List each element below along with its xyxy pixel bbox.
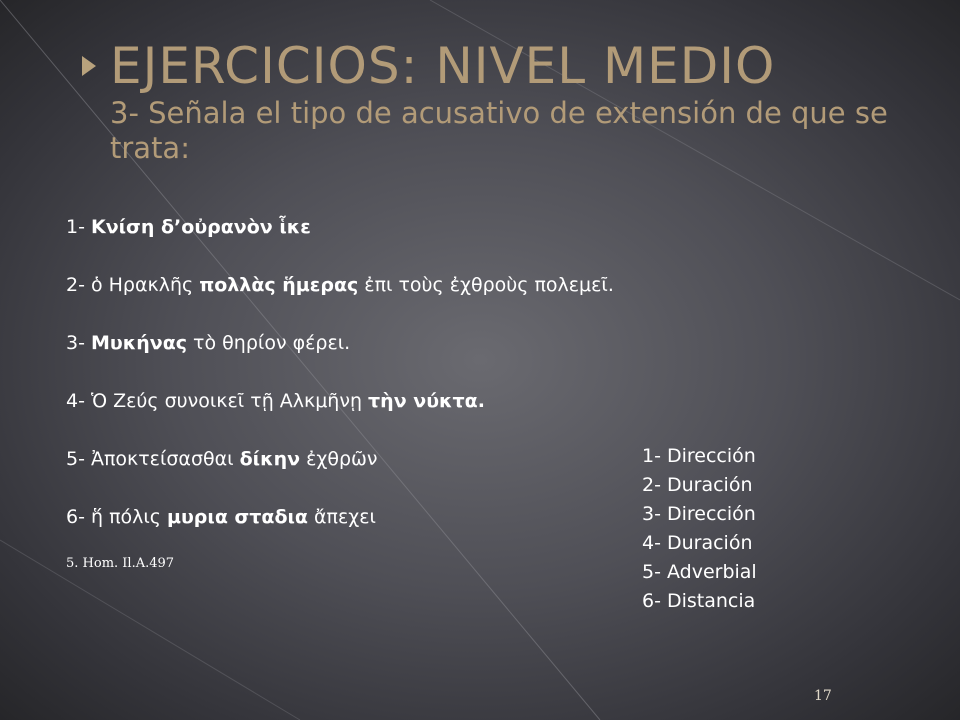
title-bullet-icon bbox=[82, 56, 96, 76]
highlighted-phrase: δίκην bbox=[239, 448, 301, 470]
sentence-4: 4- Ὁ Ζεύς συνοικεῖ τῇ Αλκμῆνῃ τὴν νύκτα. bbox=[66, 390, 485, 412]
highlighted-phrase: μυρια σταδια bbox=[167, 506, 308, 528]
answer-6: 6- Distancia bbox=[642, 590, 756, 612]
answer-3: 3- Dirección bbox=[642, 503, 756, 525]
highlighted-phrase: Μυκήνας bbox=[90, 332, 188, 354]
highlighted-phrase: Κνίση δ’οὐρανὸν ἷκε bbox=[90, 216, 311, 238]
slide-subtitle: 3- Señala el tipo de acusativo de extensión de que se trata: bbox=[110, 96, 888, 165]
page-number: 17 bbox=[814, 688, 832, 704]
answer-list bbox=[642, 442, 757, 616]
sentence-list bbox=[66, 214, 626, 572]
answer-2: 2- Duración bbox=[642, 474, 753, 496]
citation: 5. Hom. Il.A.497 bbox=[66, 556, 175, 571]
slide-title: EJERCICIOS: NIVEL MEDIO bbox=[110, 37, 776, 95]
sentence-1: 1- Κνίση δ’οὐρανὸν ἷκε bbox=[66, 216, 311, 238]
highlighted-phrase: τὴν νύκτα. bbox=[368, 390, 485, 412]
sentence-5: 5- Ἀποκτείσασθαι δίκην ἐχθρῶν bbox=[66, 448, 378, 470]
answer-4: 4- Duración bbox=[642, 532, 753, 554]
sentence-6: 6- ἥ πόλις μυρια σταδια ἄπεχει bbox=[66, 506, 376, 528]
title-block bbox=[110, 38, 940, 166]
sentence-2: 2- ὁ Ηρακλῆς πολλὰς ἥμερας ἐπι τοὺς ἐχθροὺς πολεμεῖ. bbox=[66, 274, 614, 296]
highlighted-phrase: πολλὰς ἥμερας bbox=[199, 274, 359, 296]
sentence-3: 3- Μυκήνας τὸ θηρίον φέρει. bbox=[66, 332, 351, 354]
answer-5: 5- Adverbial bbox=[642, 561, 757, 583]
answer-1: 1- Dirección bbox=[642, 445, 756, 467]
